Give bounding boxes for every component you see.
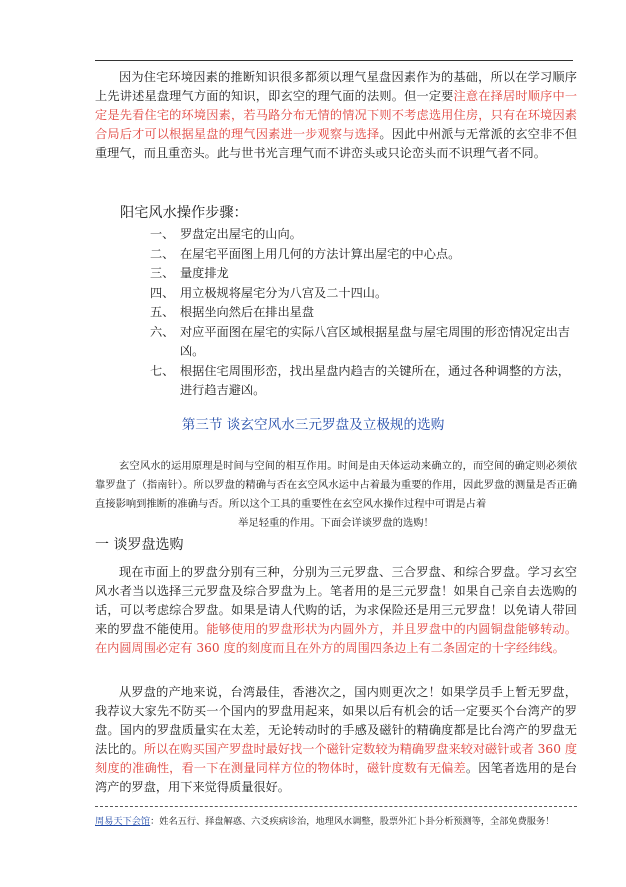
- highlight-text: 注意在择居时顺序中一定是先看住宅的环境因素，若马路分布无情的情况下则不考虑选用住房，只有在环境因素合局后才可以根据星盘的理气因素进一步观察与选择: [95, 89, 578, 141]
- section-title: 第三节 谈玄空风水三元罗盘及立极规的选购: [181, 417, 445, 433]
- footer: 周易天下会馆：姓名五行、择盘解惑、六爻疾病诊治，地理风水调整，股票外汇卜卦分析预测等，全部免费服务！: [95, 816, 555, 827]
- steps-list: [150, 225, 580, 401]
- paragraph-compass-origin: 从罗盘的产地来说，台湾最佳，香港次之，国内则更次之！如果学员手上暂无罗盘，我荐议大家先不防买一个国内的罗盘用起来，如果以后有机会的话一定要买个台湾产的罗盘。国内的罗盘质量实在太差，无论转动时的手感及磁针的精确度都是比台湾产的罗盘无法比的。所以在购买国产罗盘时最好找一个磁针定数较为精确罗盘来较对磁针或者 360 度刻度的准确性，看一下在测量同样方位的物体时，磁针度数有无偏差。因笔者选用的是台湾产的罗盘，用下来觉得质量很好。: [95, 685, 578, 794]
- step-item: 四、 用立极规将屋宅分为八宫及二十四山。: [150, 285, 388, 300]
- sub-heading: 一 谈罗盘选购: [95, 537, 184, 553]
- intro-paragraph: [95, 68, 577, 163]
- footer-link[interactable]: 周易天下会馆: [95, 816, 151, 827]
- paragraph-environment: 因为住宅环境因素的推断知识很多都须以理气星盘因素作为的基础，所以在学习顺序上先讲述星盘理气方面的知识，即玄空的理气面的法则。但一定要注意在择居时顺序中一定是先看住宅的环境因素，若马路分布无情的情况下则不考虑选用住房，只有在环境因素合局后才可以根据星盘的理气因素进一步观察与选择。因此中州派与无常派的玄空非不但重理气，而且重峦头。此与世书光言理气而不讲峦头或只论峦头而不识理气者不同。: [95, 70, 578, 160]
- header-rule: [95, 60, 573, 61]
- step-item: 二、 在屋宅平面图上用几何的方法计算出屋宅的中心点。: [150, 246, 461, 261]
- step-item: 七、 根据住宅周围形峦，找出星盘内趋吉的关键所在，通过各种调整的方法，进行趋吉避凶。: [150, 363, 570, 397]
- highlight-text: 所以在购买国产罗盘时最好找一个磁针定数较为精确罗盘来较对磁针或者 360 度刻度的准确性，看一下在测量同样方位的物体时，磁针度数有无偏差: [95, 742, 578, 775]
- compass-origin-paragraph: [95, 683, 577, 797]
- step-item: 一、 罗盘定出屋宅的山向。: [150, 227, 302, 241]
- paragraph-compass-types: 现在市面上的罗盘分别有三种，分别为三元罗盘、三合罗盘、和综合罗盘。学习玄空风水者当以选择三元罗盘及综合罗盘为上。笔者用的是三元罗盘！如果自己亲自去选购的话，可以考虑综合罗盘。如果是请人代购的话，为求保险还是用三元罗盘！以免请人带回来的罗盘不能使用。能够使用的罗盘形状为内圆外方，并且罗盘中的内圆铜盘能够转动。在内圆周围必定有 360 度的刻度而且在外方的周围四条边上有二条固定的十字经纬线。: [95, 565, 578, 655]
- footer-rule: [95, 806, 577, 807]
- highlight-text: 能够使用的罗盘形状为内圆外方，并且罗盘中的内圆铜盘能够转动。在内圆周围必定有 360 度的刻度而且在外方的周围四条边上有二条固定的十字经纬线。: [95, 622, 578, 655]
- section-intro: 玄空风水的运用原理是时间与空间的相互作用。时间是由天体运动来确立的，而空间的确定则必须依靠罗盘了（指南针）。所以罗盘的精确与否在玄空风水运中占着最为重要的作用，因此罗盘的测量是否正确直接影响到推断的准确与否。所以这个工具的重要性在玄空风水操作过程中可谓是占着 举足轻重的作用。下面会详谈罗盘的选购！: [95, 460, 577, 529]
- step-item: 六、 对应平面图在屋宅的实际八宫区域根据星盘与屋宅周围的形峦情况定出吉凶。: [150, 324, 570, 358]
- step-item: 五、 根据坐向然后在排出星盘: [150, 305, 315, 319]
- step-item: 三、 量度排龙: [150, 266, 229, 280]
- compass-types-paragraph: [95, 563, 577, 658]
- steps-heading: 阳宅风水操作步骤：: [120, 205, 248, 221]
